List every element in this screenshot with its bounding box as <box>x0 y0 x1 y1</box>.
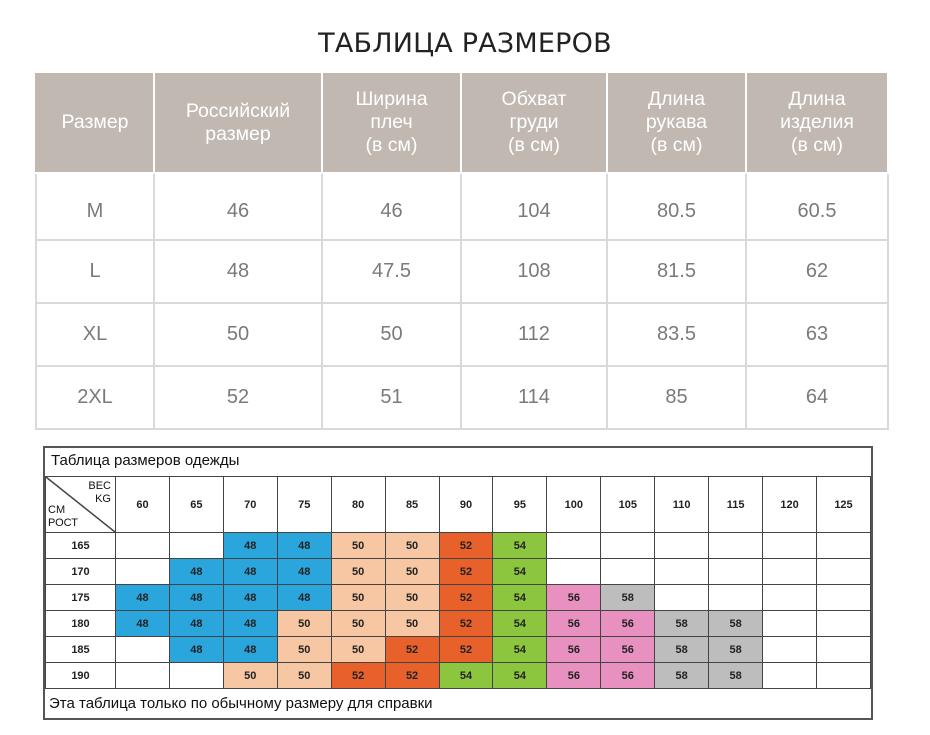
grid-size-cell: 48 <box>223 559 277 585</box>
grid-size-cell <box>547 533 601 559</box>
grid-size-cell <box>763 585 817 611</box>
height-header-cell: 170 <box>46 559 116 585</box>
grid-row <box>46 533 871 559</box>
size-cell: 2XL <box>36 366 154 429</box>
page-title: ТАБЛИЦА РАЗМЕРОВ <box>318 28 612 59</box>
grid-size-cell <box>116 663 170 689</box>
grid-size-cell <box>763 663 817 689</box>
value-cell: 62 <box>746 240 888 303</box>
height-header-cell: 165 <box>46 533 116 559</box>
column-header-line: Ширина <box>355 88 428 110</box>
grid-size-cell: 52 <box>385 663 439 689</box>
grid-size-cell: 56 <box>601 611 655 637</box>
grid-size-cell <box>816 637 870 663</box>
grid-row <box>46 663 871 689</box>
height-header-cell: 180 <box>46 611 116 637</box>
grid-size-cell: 52 <box>331 663 385 689</box>
weight-header-cell: 90 <box>439 477 493 533</box>
grid-size-cell: 48 <box>223 637 277 663</box>
grid-size-cell <box>116 533 170 559</box>
grid-size-cell <box>816 585 870 611</box>
grid-size-cell: 52 <box>439 585 493 611</box>
weight-header-cell: 95 <box>493 477 547 533</box>
grid-title: Таблица размеров одежды <box>51 452 240 469</box>
grid-size-cell <box>655 533 709 559</box>
grid-size-cell: 50 <box>385 611 439 637</box>
grid-size-cell <box>763 533 817 559</box>
grid-size-cell <box>763 637 817 663</box>
value-cell: 114 <box>461 366 607 429</box>
column-header-line: Размер <box>61 111 129 133</box>
value-cell: 85 <box>607 366 746 429</box>
grid-size-cell: 52 <box>385 637 439 663</box>
grid-size-cell: 56 <box>547 663 601 689</box>
grid-size-cell: 48 <box>169 637 223 663</box>
weight-height-grid <box>45 476 871 689</box>
height-label-en: CM <box>48 504 66 516</box>
weight-header-cell: 110 <box>655 477 709 533</box>
grid-size-cell <box>763 611 817 637</box>
grid-size-cell: 48 <box>116 611 170 637</box>
column-header-line: рукава <box>645 111 708 133</box>
grid-size-cell: 50 <box>223 663 277 689</box>
column-header <box>154 72 322 173</box>
column-header <box>461 72 607 173</box>
table-row <box>36 366 888 429</box>
grid-size-cell: 54 <box>493 533 547 559</box>
grid-size-cell <box>116 559 170 585</box>
grid-size-cell: 48 <box>277 585 331 611</box>
grid-size-cell <box>763 559 817 585</box>
grid-size-cell <box>601 533 655 559</box>
column-header-line: Длина <box>788 88 846 110</box>
grid-size-cell: 48 <box>223 533 277 559</box>
weight-header-cell: 85 <box>385 477 439 533</box>
grid-size-cell: 54 <box>439 663 493 689</box>
grid-size-cell: 52 <box>439 559 493 585</box>
grid-size-cell <box>169 533 223 559</box>
grid-size-cell: 54 <box>493 611 547 637</box>
grid-size-cell <box>655 585 709 611</box>
column-header-line: (в см) <box>508 134 560 156</box>
column-header-line: Обхват <box>501 88 567 110</box>
value-cell: 50 <box>154 303 322 366</box>
column-header-line: Длина <box>647 88 706 110</box>
weight-header-cell: 120 <box>763 477 817 533</box>
grid-size-cell: 58 <box>709 611 763 637</box>
grid-row <box>46 585 871 611</box>
grid-size-cell <box>816 533 870 559</box>
grid-footnote: Эта таблица только по обычному размеру для справки <box>49 695 433 712</box>
grid-size-cell: 48 <box>169 559 223 585</box>
weight-axis-label <box>88 480 111 506</box>
column-header-line: размер <box>205 122 271 145</box>
grid-size-cell: 50 <box>277 637 331 663</box>
size-table-header <box>36 72 888 173</box>
grid-size-cell: 56 <box>547 637 601 663</box>
grid-size-cell: 52 <box>439 611 493 637</box>
value-cell: 46 <box>322 173 461 240</box>
table-row <box>36 173 888 240</box>
height-header-cell: 175 <box>46 585 116 611</box>
grid-size-cell: 50 <box>385 585 439 611</box>
grid-size-cell: 54 <box>493 637 547 663</box>
weight-header-cell: 125 <box>816 477 870 533</box>
grid-size-cell: 48 <box>223 611 277 637</box>
value-cell: 51 <box>322 366 461 429</box>
column-header <box>322 72 461 173</box>
weight-header-cell: 65 <box>169 477 223 533</box>
grid-size-cell <box>547 559 601 585</box>
size-cell: M <box>36 173 154 240</box>
height-axis-label <box>48 504 78 530</box>
grid-size-cell <box>709 585 763 611</box>
grid-size-cell: 56 <box>547 585 601 611</box>
grid-size-cell: 50 <box>385 533 439 559</box>
grid-size-cell: 48 <box>169 611 223 637</box>
value-cell: 104 <box>461 173 607 240</box>
corner-cell <box>46 477 116 533</box>
grid-size-cell: 58 <box>655 663 709 689</box>
grid-size-cell <box>601 559 655 585</box>
grid-size-cell <box>116 637 170 663</box>
grid-size-cell: 58 <box>709 637 763 663</box>
grid-size-cell: 50 <box>385 559 439 585</box>
grid-row <box>46 611 871 637</box>
column-header-line: (в см) <box>365 134 418 156</box>
value-cell: 64 <box>746 366 888 429</box>
size-cell: L <box>36 240 154 303</box>
weight-header-cell: 80 <box>331 477 385 533</box>
grid-size-cell <box>655 559 709 585</box>
column-header-line: груди <box>509 111 559 133</box>
grid-size-cell: 58 <box>709 663 763 689</box>
column-header <box>36 72 154 173</box>
weight-header-cell: 60 <box>116 477 170 533</box>
height-label-ru: РОСТ <box>48 517 78 529</box>
grid-size-cell: 52 <box>439 637 493 663</box>
value-cell: 52 <box>154 366 322 429</box>
table-row <box>36 303 888 366</box>
weight-header-cell: 115 <box>709 477 763 533</box>
column-header-line: (в см) <box>650 134 703 156</box>
grid-size-cell: 50 <box>331 533 385 559</box>
weight-header-cell: 100 <box>547 477 601 533</box>
grid-size-cell <box>169 663 223 689</box>
value-cell: 112 <box>461 303 607 366</box>
grid-size-cell: 48 <box>116 585 170 611</box>
column-header-line: плеч <box>370 111 413 133</box>
grid-size-cell: 48 <box>277 533 331 559</box>
weight-header-cell: 75 <box>277 477 331 533</box>
grid-size-cell: 52 <box>439 533 493 559</box>
value-cell: 48 <box>154 240 322 303</box>
value-cell: 63 <box>746 303 888 366</box>
grid-size-cell: 50 <box>331 559 385 585</box>
grid-size-cell: 50 <box>277 611 331 637</box>
grid-size-cell <box>816 663 870 689</box>
grid-size-cell: 54 <box>493 559 547 585</box>
table-row <box>36 240 888 303</box>
grid-row <box>46 559 871 585</box>
size-cell: XL <box>36 303 154 366</box>
grid-size-cell: 58 <box>601 585 655 611</box>
size-table-body <box>36 173 888 429</box>
grid-size-cell: 48 <box>223 585 277 611</box>
value-cell: 83.5 <box>607 303 746 366</box>
weight-header-cell: 105 <box>601 477 655 533</box>
column-header-line: изделия <box>780 111 854 133</box>
grid-size-cell: 54 <box>493 663 547 689</box>
value-cell: 50 <box>322 303 461 366</box>
grid-size-cell <box>816 611 870 637</box>
grid-size-cell: 56 <box>601 663 655 689</box>
value-cell: 60.5 <box>746 173 888 240</box>
grid-size-cell <box>709 559 763 585</box>
grid-size-cell: 50 <box>277 663 331 689</box>
value-cell: 108 <box>461 240 607 303</box>
height-header-cell: 190 <box>46 663 116 689</box>
weight-header-row <box>46 477 871 533</box>
grid-size-cell: 50 <box>331 611 385 637</box>
column-header-line: Российский <box>185 99 291 122</box>
grid-size-cell: 56 <box>547 611 601 637</box>
grid-size-cell: 58 <box>655 637 709 663</box>
weight-label-en: KG <box>95 493 111 505</box>
column-header <box>607 72 746 173</box>
weight-header-cell: 70 <box>223 477 277 533</box>
column-header <box>746 72 888 173</box>
grid-size-cell <box>709 533 763 559</box>
grid-size-cell: 58 <box>655 611 709 637</box>
grid-size-cell: 54 <box>493 585 547 611</box>
column-header-line: (в см) <box>791 134 843 156</box>
value-cell: 80.5 <box>607 173 746 240</box>
grid-size-cell: 48 <box>277 559 331 585</box>
value-cell: 81.5 <box>607 240 746 303</box>
clothing-size-grid <box>43 446 873 720</box>
size-table <box>35 71 889 430</box>
grid-size-cell: 50 <box>331 585 385 611</box>
height-header-cell: 185 <box>46 637 116 663</box>
value-cell: 47.5 <box>322 240 461 303</box>
weight-label-ru: ВЕС <box>88 480 111 492</box>
grid-row <box>46 637 871 663</box>
grid-size-cell: 56 <box>601 637 655 663</box>
grid-size-cell <box>816 559 870 585</box>
value-cell: 46 <box>154 173 322 240</box>
grid-size-cell: 50 <box>331 637 385 663</box>
grid-size-cell: 48 <box>169 585 223 611</box>
